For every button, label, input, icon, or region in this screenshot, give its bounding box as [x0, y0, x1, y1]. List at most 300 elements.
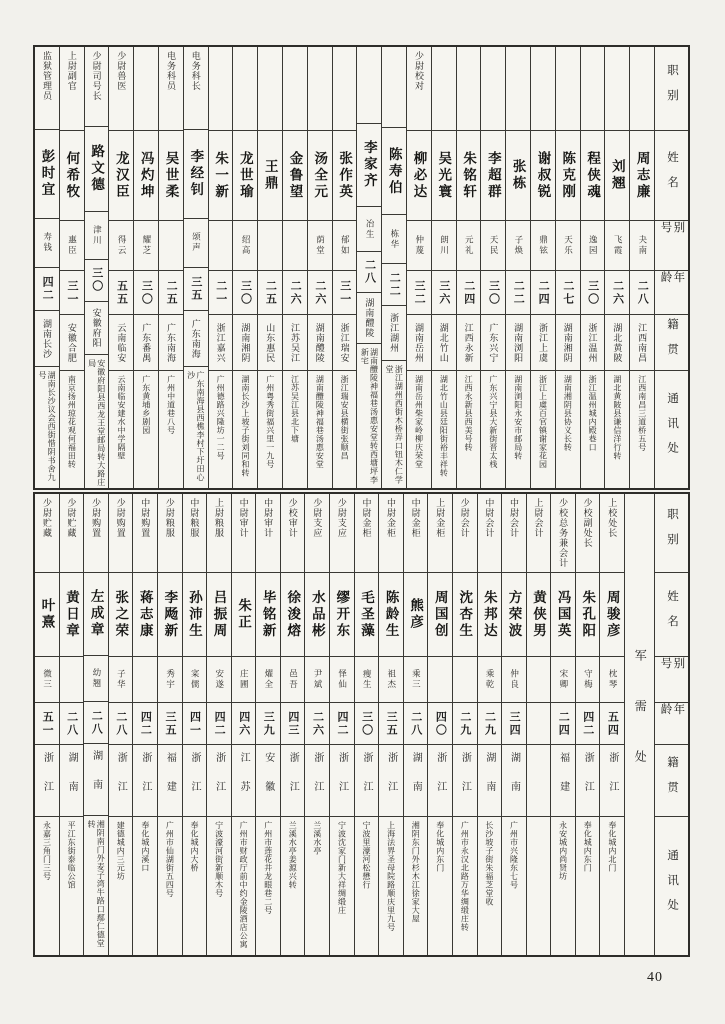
- name-cell: 谢叔锐: [531, 130, 555, 220]
- name-cell: 熊彦: [404, 572, 428, 656]
- person-column: [431, 47, 456, 488]
- rank-cell: 少尉贮藏: [41, 498, 52, 538]
- origin-cell: 湖南长沙: [35, 310, 59, 365]
- person-column: [406, 47, 431, 488]
- origin-cell: 湖北竹山: [432, 314, 456, 370]
- address-cell: 湖南浏阳永安市邮局转: [506, 370, 530, 488]
- address-cell: 奉化城内东门: [576, 816, 600, 955]
- hao-cell: 宋卿: [551, 656, 575, 702]
- person-column: [526, 494, 551, 955]
- age-cell: 二六: [305, 702, 329, 744]
- rank-cell: 中尉会计: [508, 498, 519, 538]
- origin-cell: 浙江: [576, 744, 600, 816]
- rank-cell: [209, 47, 233, 130]
- origin-cell: 湖北黄陂: [605, 314, 629, 370]
- age-cell: 二七: [556, 270, 580, 314]
- name-cell: 陈寿伯: [382, 127, 406, 214]
- name-cell: 沈杏生: [453, 572, 477, 656]
- origin-cell: 浙江温州: [581, 314, 605, 370]
- age-cell: 三〇: [233, 270, 257, 314]
- name-cell: 汤全元: [308, 130, 332, 220]
- person-column: [206, 494, 231, 955]
- address-cell: 广州德路兴隆坊一二号: [209, 370, 233, 488]
- origin-cell: 湖南岳州: [407, 314, 431, 370]
- name-cell: 朱邦达: [478, 572, 502, 656]
- address-cell: 广州市永汉北路万华绸缎庄转: [453, 816, 477, 955]
- origin-cell: 湖南浏阳: [506, 314, 530, 370]
- rank-cell: [556, 47, 580, 130]
- address-cell: 广州市财政厅前中约金陵酒店公寓: [232, 816, 256, 955]
- person-column: [59, 494, 84, 955]
- origin-cell: 浙江: [600, 744, 624, 816]
- address-cell: 长沙坡子街朱福芝堂收: [478, 816, 502, 955]
- hao-cell: 仲蔑: [407, 220, 431, 270]
- section-label: 军需处: [633, 648, 648, 801]
- origin-cell: 湖南: [404, 744, 428, 816]
- person-column: [231, 494, 256, 955]
- origin-cell: 湖南: [478, 744, 502, 816]
- origin-cell: 湖南醴陵: [308, 314, 332, 370]
- hao-cell: 怿仙: [330, 656, 354, 702]
- age-cell: 四二: [35, 267, 59, 310]
- hao-cell: 天乐: [556, 220, 580, 270]
- address-cell: 湖北竹山县廷阳街裕丰祥转: [432, 370, 456, 488]
- hao-cell: [453, 656, 477, 702]
- row-label-column: [654, 47, 688, 488]
- address-cell: 广州粤秀街福兴里一九号: [258, 370, 282, 488]
- person-column: [108, 47, 133, 488]
- name-cell: 张之荣: [109, 572, 133, 656]
- name-cell: 朱孔阳: [576, 572, 600, 656]
- address-cell: 广东南海县西樵李村下圩田心沙: [184, 366, 208, 488]
- name-cell: 柳必达: [407, 130, 431, 220]
- name-cell: 彭时宜: [35, 129, 59, 218]
- age-cell: 三四: [502, 702, 526, 744]
- age-cell: 四〇: [428, 702, 452, 744]
- rank-cell: 少尉支应: [336, 498, 347, 538]
- age-cell: 二六: [283, 270, 307, 314]
- person-column: [354, 494, 379, 955]
- name-cell: 朱铭轩: [457, 130, 481, 220]
- person-column: [133, 47, 158, 488]
- name-cell: 李超群: [481, 130, 505, 220]
- origin-cell: 山东惠民: [258, 314, 282, 370]
- person-column: [84, 47, 109, 488]
- origin-cell: 湖南: [84, 743, 108, 815]
- address-cell: 奉化城内东门: [428, 816, 452, 955]
- address-cell: 湖北黄陂县谦信洋行转: [605, 370, 629, 488]
- hao-cell: 秀宇: [158, 656, 182, 702]
- name-cell: 周国创: [428, 572, 452, 656]
- age-cell: 四三: [281, 702, 305, 744]
- rank-cell: 中尉购置: [140, 498, 151, 538]
- rank-cell: 电务科员: [166, 51, 176, 91]
- origin-cell: 云南临安: [109, 314, 133, 370]
- address-cell: 江西南昌三道桥五号: [630, 370, 654, 488]
- age-cell: 五一: [35, 702, 59, 744]
- origin-cell: 浙江: [379, 744, 403, 816]
- hao-cell: 幼翘: [84, 655, 108, 701]
- address-cell: 云南临安建水中学隔壁: [109, 370, 133, 488]
- origin-cell: 浙江: [355, 744, 379, 816]
- person-column: [604, 47, 629, 488]
- address-cell: 浙江湖州西街木桥弄口钮木仁学堂: [382, 360, 406, 488]
- name-cell: 周志廉: [630, 130, 654, 220]
- person-column: [530, 47, 555, 488]
- address-cell: 上海法界圣母院路顺庆里九号: [379, 816, 403, 955]
- age-cell: 三五: [184, 267, 208, 310]
- age-cell: 二四: [457, 270, 481, 314]
- origin-cell: 浙江: [330, 744, 354, 816]
- rank-cell: [258, 47, 282, 130]
- name-cell: 李飏新: [158, 572, 182, 656]
- name-cell: 左成章: [84, 572, 108, 656]
- rank-cell: [233, 47, 257, 130]
- row-label-name: 姓名: [655, 130, 688, 220]
- address-cell: 湖南醴陵神福巷汤惠安堂转西塘坪李新宅: [357, 343, 381, 488]
- age-cell: 三五: [379, 702, 403, 744]
- age-cell: 二二: [506, 270, 530, 314]
- name-cell: 龙世瑜: [233, 130, 257, 220]
- age-cell: 三〇: [355, 702, 379, 744]
- person-column: [232, 47, 257, 488]
- address-cell: 广州市莲花井龙眼巷二号: [256, 816, 280, 955]
- person-column: [257, 47, 282, 488]
- row-label-hao: 别号: [655, 656, 688, 702]
- address-cell: 安徽府阳县西龙王堂邮局转大路庄局: [85, 354, 109, 488]
- section-label-column: [624, 494, 654, 955]
- name-cell: 刘翘: [605, 130, 629, 220]
- address-cell: 浙江温州城内殿巷口: [581, 370, 605, 488]
- name-cell: 周骏彦: [600, 572, 624, 656]
- name-cell: 龙汉臣: [109, 130, 133, 220]
- origin-cell: 江西南昌: [630, 314, 654, 370]
- age-cell: 四一: [183, 702, 207, 744]
- address-cell: 南京扬州琼花观何福田转: [60, 370, 84, 488]
- rank-cell: [605, 47, 629, 130]
- rank-cell: 少校总务兼会计: [558, 498, 569, 568]
- rank-cell: [432, 47, 456, 130]
- name-cell: 蒋志康: [133, 572, 157, 656]
- address-cell: 湖南长沙上坡子街刘同和转: [233, 370, 257, 488]
- person-column: [452, 494, 477, 955]
- person-column: [505, 47, 530, 488]
- origin-cell: 湖南: [502, 744, 526, 816]
- rank-cell: 少尉贮藏: [66, 498, 77, 538]
- origin-cell: 福建: [551, 744, 575, 816]
- name-cell: 何希牧: [60, 130, 84, 220]
- address-cell: 湖南湘阴县协义长转: [556, 370, 580, 488]
- age-cell: 二八: [357, 251, 381, 291]
- rank-cell: 上尉会计: [533, 498, 544, 538]
- row-label-hao: 别号: [655, 220, 688, 270]
- hao-cell: 寿钱: [35, 218, 59, 267]
- rank-cell: [457, 47, 481, 130]
- origin-cell: 江苏吴江: [283, 314, 307, 370]
- rank-cell: 少校审计: [287, 498, 298, 538]
- address-cell: 奉化城内溪口: [133, 816, 157, 955]
- age-cell: [527, 702, 551, 744]
- hao-cell: 天民: [481, 220, 505, 270]
- origin-cell: 浙江湖州: [382, 305, 406, 359]
- address-cell: 奉化城内大桥: [183, 816, 207, 955]
- origin-cell: 浙江: [109, 744, 133, 816]
- age-cell: 三一: [60, 270, 84, 314]
- rank-cell: [333, 47, 357, 130]
- rank-cell: 中尉金柜: [386, 498, 397, 538]
- name-cell: 黄日章: [60, 572, 84, 656]
- hao-cell: 栋华: [382, 214, 406, 262]
- origin-cell: 福建: [158, 744, 182, 816]
- person-column: [255, 494, 280, 955]
- name-cell: 水品彬: [305, 572, 329, 656]
- person-column: [403, 494, 428, 955]
- address-cell: 建德城内三元坊: [109, 816, 133, 955]
- person-column: [307, 47, 332, 488]
- address-cell: 宁波濠河街新顺木号: [207, 816, 231, 955]
- person-column: [477, 494, 502, 955]
- address-cell: 浙江上虞百官镇谢家花园: [531, 370, 555, 488]
- age-cell: 二二: [382, 263, 406, 306]
- origin-cell: 浙江: [207, 744, 231, 816]
- age-cell: 三五: [158, 702, 182, 744]
- rank-cell: 上尉副官: [66, 51, 77, 91]
- age-cell: 二六: [605, 270, 629, 314]
- hao-cell: 飞霞: [605, 220, 629, 270]
- page-number: 40: [647, 970, 663, 985]
- hao-cell: 子焕: [506, 220, 530, 270]
- rank-cell: [283, 47, 307, 130]
- hao-cell: 朗川: [432, 220, 456, 270]
- person-column: [356, 47, 381, 488]
- age-cell: 三二: [407, 270, 431, 314]
- origin-cell: 浙江: [428, 744, 452, 816]
- origin-cell: 浙江: [281, 744, 305, 816]
- rank-cell: 中尉金柜: [410, 498, 421, 538]
- address-cell: 湖南岳州柴家岭柳庆荣堂: [407, 370, 431, 488]
- name-cell: 徐浚熔: [281, 572, 305, 656]
- row-label-address: 通讯处: [655, 370, 688, 488]
- rank-cell: 中尉粮服: [189, 498, 200, 538]
- person-column: [183, 47, 208, 488]
- row-label-address: 通讯处: [655, 816, 688, 955]
- rank-cell: [481, 47, 505, 130]
- name-cell: 张作英: [333, 130, 357, 220]
- hao-cell: 守梅: [576, 656, 600, 702]
- person-column: [427, 494, 452, 955]
- name-cell: 陈龄生: [379, 572, 403, 656]
- address-cell: 浙江瑞安县横街张顺昌: [333, 370, 357, 488]
- address-cell: 平江东街泰临公馆: [60, 816, 84, 955]
- hao-cell: [60, 656, 84, 702]
- age-cell: 四二: [330, 702, 354, 744]
- address-cell: 江苏吴江县北下塘: [283, 370, 307, 488]
- origin-cell: 广东番禺: [134, 314, 158, 370]
- name-cell: 金鲁望: [283, 130, 307, 220]
- origin-cell: 浙江瑞安: [333, 314, 357, 370]
- rank-cell: 中尉审计: [238, 498, 249, 538]
- origin-cell: 广东南海: [184, 310, 208, 365]
- address-cell: 宁波沈家门新大祥绸缎庄: [330, 816, 354, 955]
- hao-cell: 元礼: [457, 220, 481, 270]
- person-column: [157, 494, 182, 955]
- age-cell: 三六: [432, 270, 456, 314]
- origin-cell: 浙江: [453, 744, 477, 816]
- origin-cell: [527, 744, 551, 816]
- hao-cell: 仲良: [502, 656, 526, 702]
- origin-cell: 浙江: [305, 744, 329, 816]
- name-cell: 毕铭新: [256, 572, 280, 656]
- rank-cell: 少尉支应: [312, 498, 323, 538]
- person-column: [108, 494, 133, 955]
- rank-cell: [357, 47, 381, 123]
- rank-cell: [581, 47, 605, 130]
- person-column: [580, 47, 605, 488]
- person-column: [158, 47, 183, 488]
- rank-cell: 少尉会计: [459, 498, 470, 538]
- origin-cell: 湖南湘阴: [556, 314, 580, 370]
- row-label-age: 年龄: [655, 702, 688, 744]
- rank-cell: 少尉司号长: [91, 51, 102, 101]
- name-cell: 黄侠男: [527, 572, 551, 656]
- origin-cell: 浙江: [183, 744, 207, 816]
- name-cell: 毛圣藻: [355, 572, 379, 656]
- name-cell: 缪开东: [330, 572, 354, 656]
- rank-cell: 上校处长: [607, 498, 618, 538]
- name-cell: 朱正: [232, 572, 256, 656]
- origin-cell: 江西永新: [457, 314, 481, 370]
- person-column: [329, 494, 354, 955]
- age-cell: 二八: [60, 702, 84, 744]
- person-column: [456, 47, 481, 488]
- rank-cell: 少尉校对: [413, 51, 424, 91]
- origin-cell: 安徽府阳: [85, 301, 109, 354]
- hao-cell: 津川: [85, 211, 109, 259]
- age-cell: 四二: [133, 702, 157, 744]
- rank-cell: 上尉粮服: [214, 498, 224, 538]
- name-cell: 王鼎: [258, 130, 282, 220]
- name-cell: 李家齐: [357, 123, 381, 205]
- hao-cell: 逸园: [581, 220, 605, 270]
- age-cell: 三〇: [85, 259, 109, 301]
- rank-cell: [531, 47, 555, 130]
- address-cell: 广州中道巷八号: [159, 370, 183, 488]
- hao-cell: 惠臣: [60, 220, 84, 270]
- person-column: [304, 494, 329, 955]
- person-column: [35, 47, 59, 488]
- person-column: [83, 494, 108, 955]
- person-column: [282, 47, 307, 488]
- person-column: [381, 47, 406, 488]
- address-cell: 湖南长沙议会西街惜阴书舍九号: [35, 366, 59, 488]
- hao-cell: 冶生: [357, 206, 381, 252]
- hao-cell: [133, 656, 157, 702]
- name-cell: 李经钊: [184, 129, 208, 218]
- person-column: [550, 494, 575, 955]
- age-cell: 三九: [256, 702, 280, 744]
- hao-cell: 鼎铉: [531, 220, 555, 270]
- age-cell: 二八: [630, 270, 654, 314]
- age-cell: 二八: [84, 701, 108, 743]
- address-cell: 广州市仙湖街五四号: [158, 816, 182, 955]
- age-cell: 三〇: [134, 270, 158, 314]
- hao-cell: 寀儒: [183, 656, 207, 702]
- age-cell: 五四: [600, 702, 624, 744]
- hao-cell: 乘三: [404, 656, 428, 702]
- name-cell: 冯国英: [551, 572, 575, 656]
- hao-cell: 邑吾: [281, 656, 305, 702]
- age-cell: 二五: [258, 270, 282, 314]
- age-cell: 二八: [404, 702, 428, 744]
- name-cell: 孙沛生: [183, 572, 207, 656]
- address-cell: 广东兴宁县大新街晋太栈: [481, 370, 505, 488]
- hao-cell: 瘦生: [355, 656, 379, 702]
- name-cell: 朱一新: [209, 130, 233, 220]
- age-cell: 二一: [209, 270, 233, 314]
- name-cell: 叶熹: [35, 572, 59, 656]
- person-column: [575, 494, 600, 955]
- age-cell: 二五: [159, 270, 183, 314]
- rank-cell: 少尉兽医: [116, 51, 127, 91]
- rank-cell: 少尉购置: [91, 498, 102, 538]
- age-cell: 四二: [576, 702, 600, 744]
- row-label-rank: 职别: [665, 63, 678, 114]
- person-column: [555, 47, 580, 488]
- person-column: [629, 47, 654, 488]
- age-cell: 二四: [531, 270, 555, 314]
- address-cell: 湘阴南门外麦子湾牛路口鄢仁德堂转: [84, 815, 108, 955]
- name-cell: 路文德: [85, 126, 109, 211]
- origin-cell: 江苏: [232, 744, 256, 816]
- hao-cell: 安遂: [207, 656, 231, 702]
- name-cell: 吴世柔: [159, 130, 183, 220]
- person-column: [208, 47, 233, 488]
- rank-cell: [506, 47, 530, 130]
- name-cell: 吕振周: [207, 572, 231, 656]
- name-cell: 冯灼坤: [134, 130, 158, 220]
- origin-cell: 安徽: [256, 744, 280, 816]
- age-cell: 二九: [453, 702, 477, 744]
- rank-cell: 中尉审计: [263, 498, 274, 538]
- person-column: [378, 494, 403, 955]
- hao-cell: 耀芝: [134, 220, 158, 270]
- age-cell: 三一: [333, 270, 357, 314]
- rank-cell: 少尉购置: [115, 498, 126, 538]
- row-label-rank: 职别: [665, 508, 678, 558]
- rank-cell: 电务科长: [190, 51, 201, 91]
- hao-cell: [527, 656, 551, 702]
- staff-roster-table-top: [33, 45, 690, 490]
- address-cell: 广州市兴隆东七号: [502, 816, 526, 955]
- origin-cell: 浙江: [35, 744, 59, 816]
- rank-cell: 中尉金柜: [361, 498, 372, 538]
- address-cell: 江西永新县西美号转: [457, 370, 481, 488]
- person-column: [480, 47, 505, 488]
- address-cell: 兰溪水亭姜源兴转: [281, 816, 305, 955]
- rank-cell: 监狱管理员: [42, 51, 53, 101]
- person-column: [599, 494, 624, 955]
- hao-cell: 颂声: [184, 218, 208, 267]
- hao-cell: 子华: [109, 656, 133, 702]
- person-column: [280, 494, 305, 955]
- person-column: [332, 47, 357, 488]
- hao-cell: 得云: [109, 220, 133, 270]
- age-cell: 二六: [308, 270, 332, 314]
- rank-cell: 中尉会计: [484, 498, 495, 538]
- origin-cell: 浙江: [133, 744, 157, 816]
- rank-cell: 上尉金柜: [435, 498, 446, 538]
- address-cell: 湘阴东门外杉木江徐家大屋: [404, 816, 428, 955]
